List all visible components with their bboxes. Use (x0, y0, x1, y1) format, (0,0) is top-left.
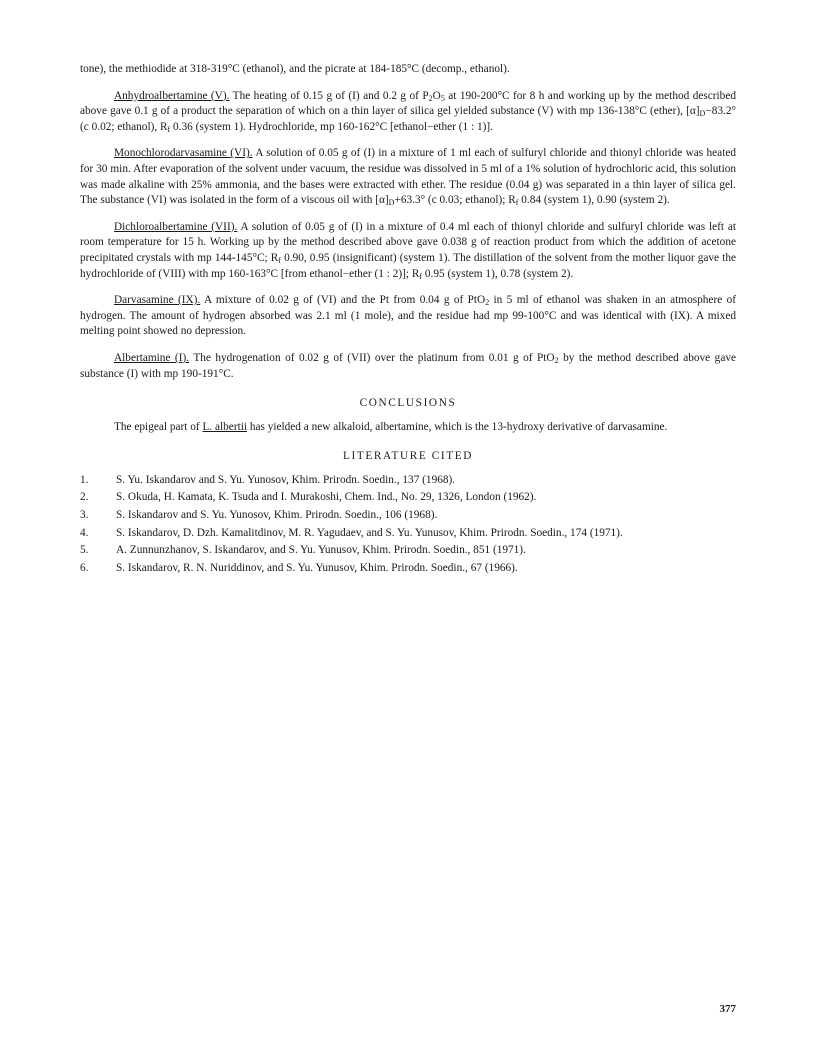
paragraph-anhydroalbertamine: Anhydroalbertamine (V). The heating of 0.15 g of (I) and 0.2 g of $P_2O_5$ at 190-200°C for 8 h and working up by the method described above gave 0.1 g of a product the separation of which on a thin layer of silica gel yielded substance (V) with mp 136-138°C (ether), $[\alpha]_D-83.2^\circ$ (c 0.02; ethanol), $R_f$ 0.36 (system 1). Hydrochloride, mp 160-162°C [ethanol−ether (1 : 1)]. (80, 89, 736, 134)
paragraph-dichloroalbertamine: Dichloroalbertamine (VII). A solution of 0.05 g of (I) in a mixture of 0.4 ml each of thionyl chloride and sulfuryl chloride was left at room temperature for 15 h. Working up by the method described above gave 0.038 g of reaction product from which the addition of acetone precipitated crystals with mp 144-145°C; $R_f$ 0.90, 0.95 (insignificant) (system 1). The distillation of the solvent from the mother liquor gave the hydrochloride of (VIII) with mp 160-163°C [from ethanol−ether (1 : 2)]; $R_f$ 0.95 (system 1), 0.78 (system 2). (80, 220, 736, 281)
section-title: Darvasamine (IX). (114, 294, 201, 307)
reference-item: 4. S. Iskandarov, D. Dzh. Kamalitdinov, M. R. Yagudaev, and S. Yu. Yunusov, Khim. Prirodn. Soedin., 174 (1971). (80, 526, 623, 539)
conclusions-heading: CONCLUSIONS (359, 397, 457, 410)
reference-list (80, 473, 736, 577)
intro-line: tone), the methiodide at 318-319°C (ethanol), and the picrate at 184-185°C (decomp., ethanol). (80, 63, 510, 75)
reference-item: 3. S. Iskandarov and S. Yu. Yunosov, Khim. Prirodn. Soedin., 106 (1968). (80, 509, 438, 522)
paragraph-darvasamine: Darvasamine (IX). A mixture of 0.02 g of (VI) and the Pt from 0.04 g of PtO$_2$ in 5 ml of ethanol was shaken in an atmosphere of hydrogen. The amount of hydrogen absorbed was 2.1 ml (1 mole), and the residue had mp 99-100°C and was identical with (IX). A mixed melting point showed no depression. (80, 294, 736, 338)
species-name: L. albertii (202, 420, 247, 433)
page-number: 377 (719, 1003, 736, 1015)
paragraph-monochlorodarvasamine: Monochlorodarvasamine (VI). A solution of 0.05 g of (I) in a mixture of 1 ml each of sulfuryl chloride and thionyl chloride was heated for 30 min. After evaporation of the solvent under vacuum, the residue was dissolved in 5 ml of a 1% solution of hydrochloric acid, this solution was made alkaline with 25% ammonia, and the bases were extracted with ether. The residue (0.04 g) was separated in a thin layer of silica gel. The substance (VI) was isolated in the form of a viscous oil with $[\alpha]_D+63.3^\circ$ (c 0.03; ethanol); $R_f$ 0.84 (system 1), 0.90 (system 2). (80, 147, 736, 208)
reference-item: 1. S. Yu. Iskandarov and S. Yu. Yunosov, Khim. Prirodn. Soedin., 137 (1968). (80, 473, 456, 486)
literature-heading: LITERATURE CITED (342, 450, 474, 463)
section-title: Albertamine (I). (114, 351, 190, 364)
page-content (80, 62, 736, 576)
reference-item: 6. S. Iskandarov, R. N. Nuriddinov, and S. Yu. Yunusov, Khim. Prirodn. Soedin., 67 (1966). (80, 561, 518, 574)
reference-item: 2. S. Okuda, H. Kamata, K. Tsuda and I. Murakoshi, Chem. Ind., No. 29, 1326, London (1962). (80, 491, 537, 504)
conclusions-paragraph: The epigeal part of L. albertii has yielded a new alkaloid, albertamine, which is the 13-hydroxy derivative of darvasamine. (114, 420, 668, 433)
section-title: Monochlorodarvasamine (VI). (114, 147, 253, 160)
section-title: Dichloroalbertamine (VII). (114, 220, 238, 233)
reference-item: 5. A. Zunnunzhanov, S. Iskandarov, and S. Yu. Yunusov, Khim. Prirodn. Soedin., 851 (1971). (80, 544, 526, 557)
paragraph-albertamine: Albertamine (I). The hydrogenation of 0.02 g of (VII) over the platinum from 0.01 g of PtO$_2$ by the method described above gave substance (I) with mp 190-191°C. (80, 351, 736, 380)
section-title: Anhydroalbertamine (V). (114, 89, 230, 102)
